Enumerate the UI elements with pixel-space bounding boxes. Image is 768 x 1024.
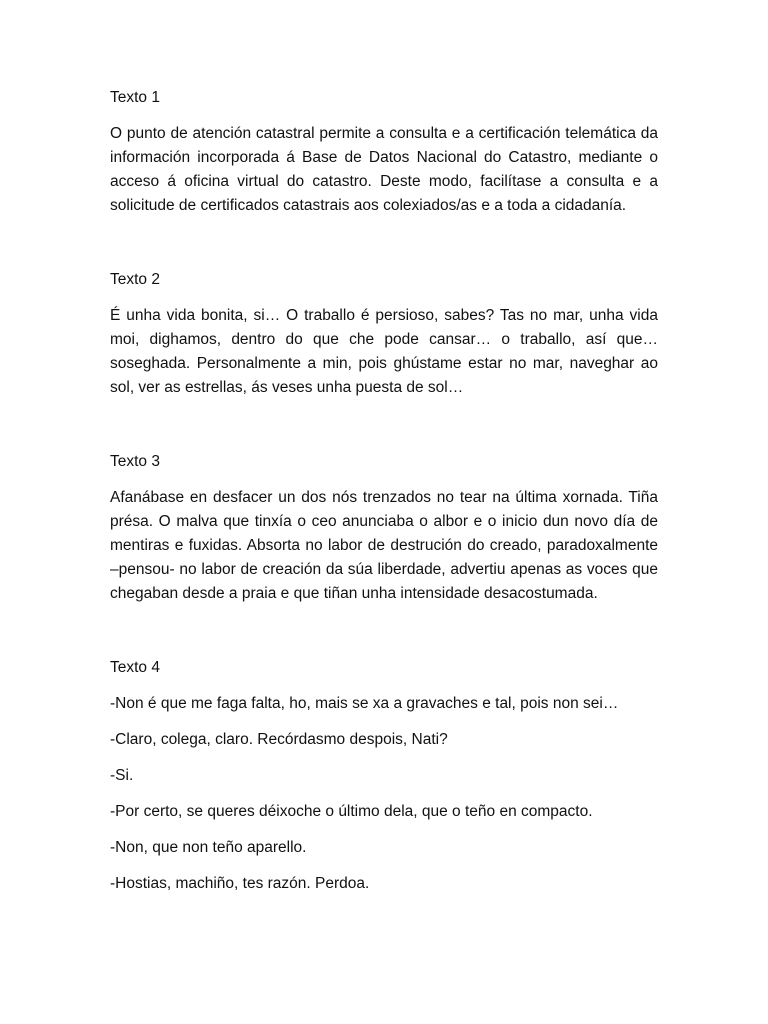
document-page bbox=[110, 86, 658, 944]
dialogue-line: -Por certo, se queres déixoche o último dela, que o teño en compacto. bbox=[110, 803, 593, 820]
section-heading: Texto 4 bbox=[110, 659, 160, 676]
section-texto-3 bbox=[110, 450, 658, 606]
section-paragraph: É unha vida bonita, si… O traballo é persioso, sabes? Tas no mar, unha vida moi, dighamos, dentro do que che pode cansar… o traballo, así que… soseghada. Personalmente a min, pois ghústame estar no mar, naveghar ao sol, ver as estrellas, ás veses unha puesta de sol… bbox=[110, 307, 658, 396]
dialogue-line: -Claro, colega, claro. Recórdasmo despois, Nati? bbox=[110, 731, 448, 748]
section-texto-1 bbox=[110, 86, 658, 218]
section-heading: Texto 3 bbox=[110, 453, 160, 470]
dialogue-line: -Hostias, machiño, tes razón. Perdoa. bbox=[110, 875, 370, 892]
dialogue-line: -Non é que me faga falta, ho, mais se xa a gravaches e tal, pois non sei… bbox=[110, 695, 619, 712]
section-paragraph: Afanábase en desfacer un dos nós trenzados no tear na última xornada. Tiña présa. O malva que tinxía o ceo anunciaba o albor e o inicio dun novo día de mentiras e fuxidas. Absorta no labor de destrución do creado, paradoxalmente –pensou- no labor de creación da súa liberdade, advertiu apenas as voces que chegaban desde a praia e que tiñan unha intensidade desacostumada. bbox=[110, 489, 658, 602]
section-texto-2 bbox=[110, 268, 658, 400]
section-texto-4 bbox=[110, 656, 658, 896]
section-heading: Texto 2 bbox=[110, 271, 160, 288]
dialogue-line: -Non, que non teño aparello. bbox=[110, 839, 307, 856]
section-heading: Texto 1 bbox=[110, 89, 160, 106]
dialogue-line: -Si. bbox=[110, 767, 134, 784]
section-paragraph: O punto de atención catastral permite a consulta e a certificación telemática da información incorporada á Base de Datos Nacional do Catastro, mediante o acceso á oficina virtual do catastro. Deste modo, facilítase a consulta e a solicitude de certificados catastrais aos colexiados/as e a toda a cidadanía. bbox=[110, 125, 658, 214]
